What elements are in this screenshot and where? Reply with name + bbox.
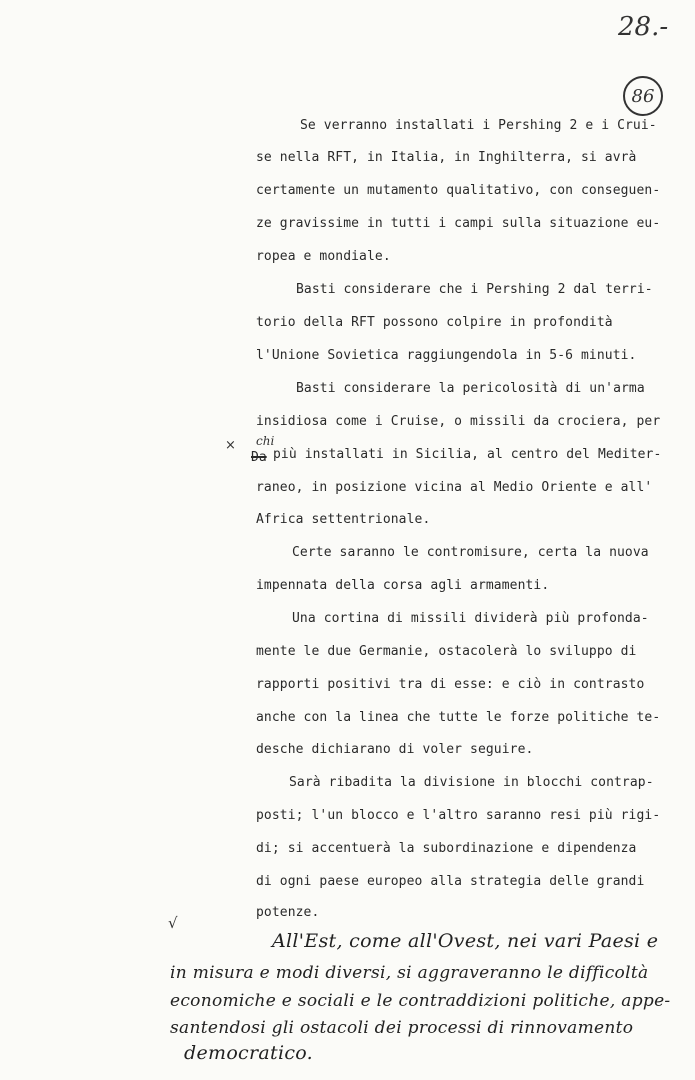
struck-word: Da: [251, 450, 267, 465]
text-line: insidiosa come i Cruise, o missili da crociera, per: [256, 414, 661, 429]
margin-check-mark: √: [168, 914, 178, 932]
circled-page-number: [623, 76, 663, 116]
text-line: più installati in Sicilia, al centro del Mediter-: [273, 447, 662, 462]
text-line: mente le due Germanie, ostacolerà lo sviluppo di: [256, 644, 637, 659]
handwritten-line: santendosi gli ostacoli dei processi di rinnovamento: [170, 1018, 634, 1038]
page-number: 28.-: [618, 12, 669, 42]
margin-x-mark: ×: [225, 438, 236, 453]
text-line: posti; l'un blocco e l'altro saranno resi più rigi-: [256, 808, 661, 823]
text-line: desche dichiarano di voler seguire.: [256, 742, 534, 757]
text-line: certamente un mutamento qualitativo, con conseguen-: [256, 183, 661, 198]
text-line: Sarà ribadita la divisione in blocchi contrap-: [289, 775, 654, 790]
text-line: raneo, in posizione vicina al Medio Oriente e all': [256, 480, 653, 495]
circled-number-text: 86: [631, 85, 655, 107]
text-line: Una cortina di missili dividerà più profonda-: [292, 611, 649, 626]
handwritten-line: All'Est, come all'Ovest, nei vari Paesi e: [272, 930, 659, 952]
text-line: Certe saranno le contromisure, certa la nuova: [292, 545, 649, 560]
text-line: rapporti positivi tra di esse: e ciò in contrasto: [256, 677, 645, 692]
handwritten-line: democratico.: [184, 1042, 314, 1064]
text-line: Basti considerare che i Pershing 2 dal terri-: [296, 282, 653, 297]
handwritten-insert: chi: [256, 434, 275, 448]
text-line: impennata della corsa agli armamenti.: [256, 578, 550, 593]
text-line: anche con la linea che tutte le forze politiche te-: [256, 710, 661, 725]
text-line: Basti considerare la pericolosità di un'arma: [296, 381, 645, 396]
text-line: ze gravissime in tutti i campi sulla situazione eu-: [256, 216, 661, 231]
text-line: di ogni paese europeo alla strategia delle grandi: [256, 874, 645, 889]
handwritten-line: in misura e modi diversi, si aggraveranno le difficoltà: [170, 963, 649, 983]
text-line: se nella RFT, in Italia, in Inghilterra, si avrà: [256, 150, 637, 165]
text-line: Se verranno installati i Pershing 2 e i Crui-: [300, 118, 657, 133]
text-line: ropea e mondiale.: [256, 249, 391, 264]
text-line: potenze.: [256, 905, 320, 920]
text-line: torio della RFT possono colpire in profondità: [256, 315, 613, 330]
text-line: Africa settentrionale.: [256, 512, 431, 527]
handwritten-line: economiche e sociali e le contraddizioni politiche, appe-: [170, 991, 671, 1011]
text-line: l'Unione Sovietica raggiungendola in 5-6 minuti.: [256, 348, 637, 363]
text-line: di; si accentuerà la subordinazione e dipendenza: [256, 841, 637, 856]
